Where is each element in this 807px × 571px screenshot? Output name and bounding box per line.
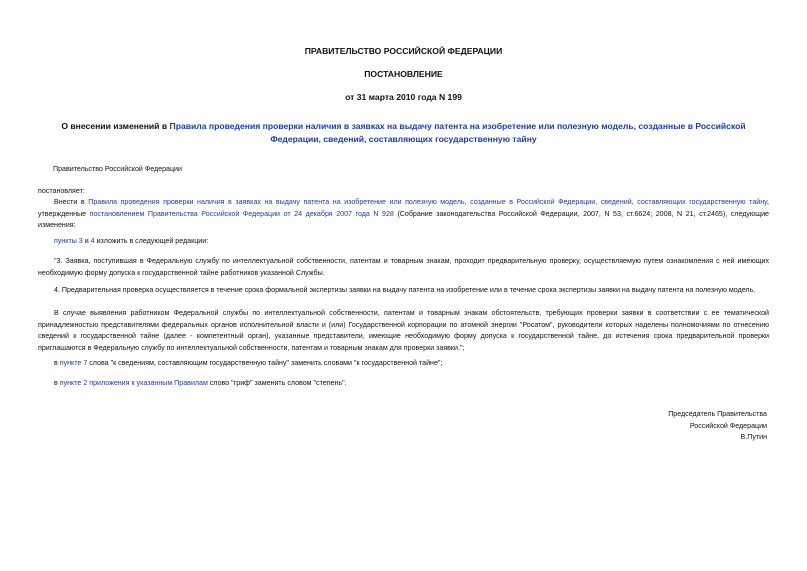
item-3-link[interactable]: пункты 3 [54, 237, 83, 245]
paragraph-3: "3. Заявка, поступившая в Федеральную службу по интеллектуальной собственности, патентам и товарным знакам, проходит предварительную проверку, осуществляемую путем ознакомления с ней имеющих необходимую форму допуска к государственной тайне работников указанной Службы. [38, 257, 769, 277]
p7-prefix: в [54, 379, 60, 387]
decrees-text: постановляет: [38, 187, 85, 195]
p7-suffix: слово "гриф" заменить словом "степень". [207, 379, 347, 387]
items-suffix: изложить в следующей редакции: [94, 237, 209, 245]
amend-decree-link[interactable]: постановлением Правительства Российской Федерации от 24 декабря 2007 года N 928 [89, 209, 394, 218]
amend-rules-link[interactable]: Правила проведения проверки наличия в заявках на выдачу патента на изобретение или полезную модель, созданные в Российской Федерации, сведений, составляющих государственную тайну [88, 198, 768, 206]
document-type-heading: ПОСТАНОВЛЕНИЕ [364, 69, 443, 79]
appendix-point-2-link[interactable]: пункте 2 приложения к указанным Правилам [59, 379, 208, 387]
document-title [40, 120, 767, 146]
document-date-number: от 31 марта 2010 года N 199 [345, 92, 462, 102]
title-rules-link[interactable]: Правила проведения проверки наличия в заявках на выдачу патента на изобретение или полезную модель, созданные в Российской Федерации, сведений, составляющих государственную тайну [169, 121, 746, 144]
items-paragraph [38, 236, 769, 248]
signature-country: Российской Федерации [689, 421, 767, 430]
items-and: и [82, 237, 91, 245]
paragraph-4: 4. Предварительная проверка осуществляется в течение срока формальной экспертизы заявки на выдачу патента на изобретение или в течение срока экспертизы заявки на выдачу патента на полезную модель. [54, 286, 756, 294]
paragraph-6 [38, 358, 769, 370]
amend-prefix: Внести в [54, 198, 89, 206]
signature-block [668, 409, 767, 444]
title-prefix: О внесении изменений в [61, 121, 170, 131]
p6-prefix: в [54, 359, 60, 367]
amend-suffix: (Собрание законодательства Российской Федерации, 2007, N 53, ст.6624; 2008, N 21, ст.2465), следующие изменения: [38, 209, 769, 229]
item-4-link[interactable]: 4 [90, 237, 95, 245]
paragraph-5: В случае выявления работником Федеральной службы по интеллектуальной собственности, патентам и товарным знакам обстоятельств, требующих проверки заявки в соответствии с ее тематической принадлежностью представителями федеральных органов исполнительной власти и (или) Государственной корпорации по атомной энергии "Росатом", руководители которых наделены полномочиями по отнесению сведений к государственной тайне (далее - компетентный орган), указанные представители, имеющие необходимую форму допуска к государственной тайне, до истечения срока предварительной проверки приглашаются в Федеральную службу по интеллектуальной собственности, патентам и товарным знакам для проверки заявки."; [38, 309, 769, 352]
amendment-paragraph [38, 197, 769, 232]
p6-suffix: слова "к сведениям, составляющим государственную тайну" заменить словами "к государственной тайне"; [87, 359, 443, 367]
signature-title: Председатель Правительства [668, 410, 767, 418]
amend-mid: , утвержденные [38, 198, 769, 218]
paragraph-7 [38, 378, 769, 390]
issuer-text: Правительство Российской Федерации [53, 165, 182, 173]
government-heading: ПРАВИТЕЛЬСТВО РОССИЙСКОЙ ФЕДЕРАЦИИ [304, 46, 503, 56]
signature-name: В.Путин [740, 433, 767, 441]
point-7-link[interactable]: пункте 7 [59, 359, 88, 367]
